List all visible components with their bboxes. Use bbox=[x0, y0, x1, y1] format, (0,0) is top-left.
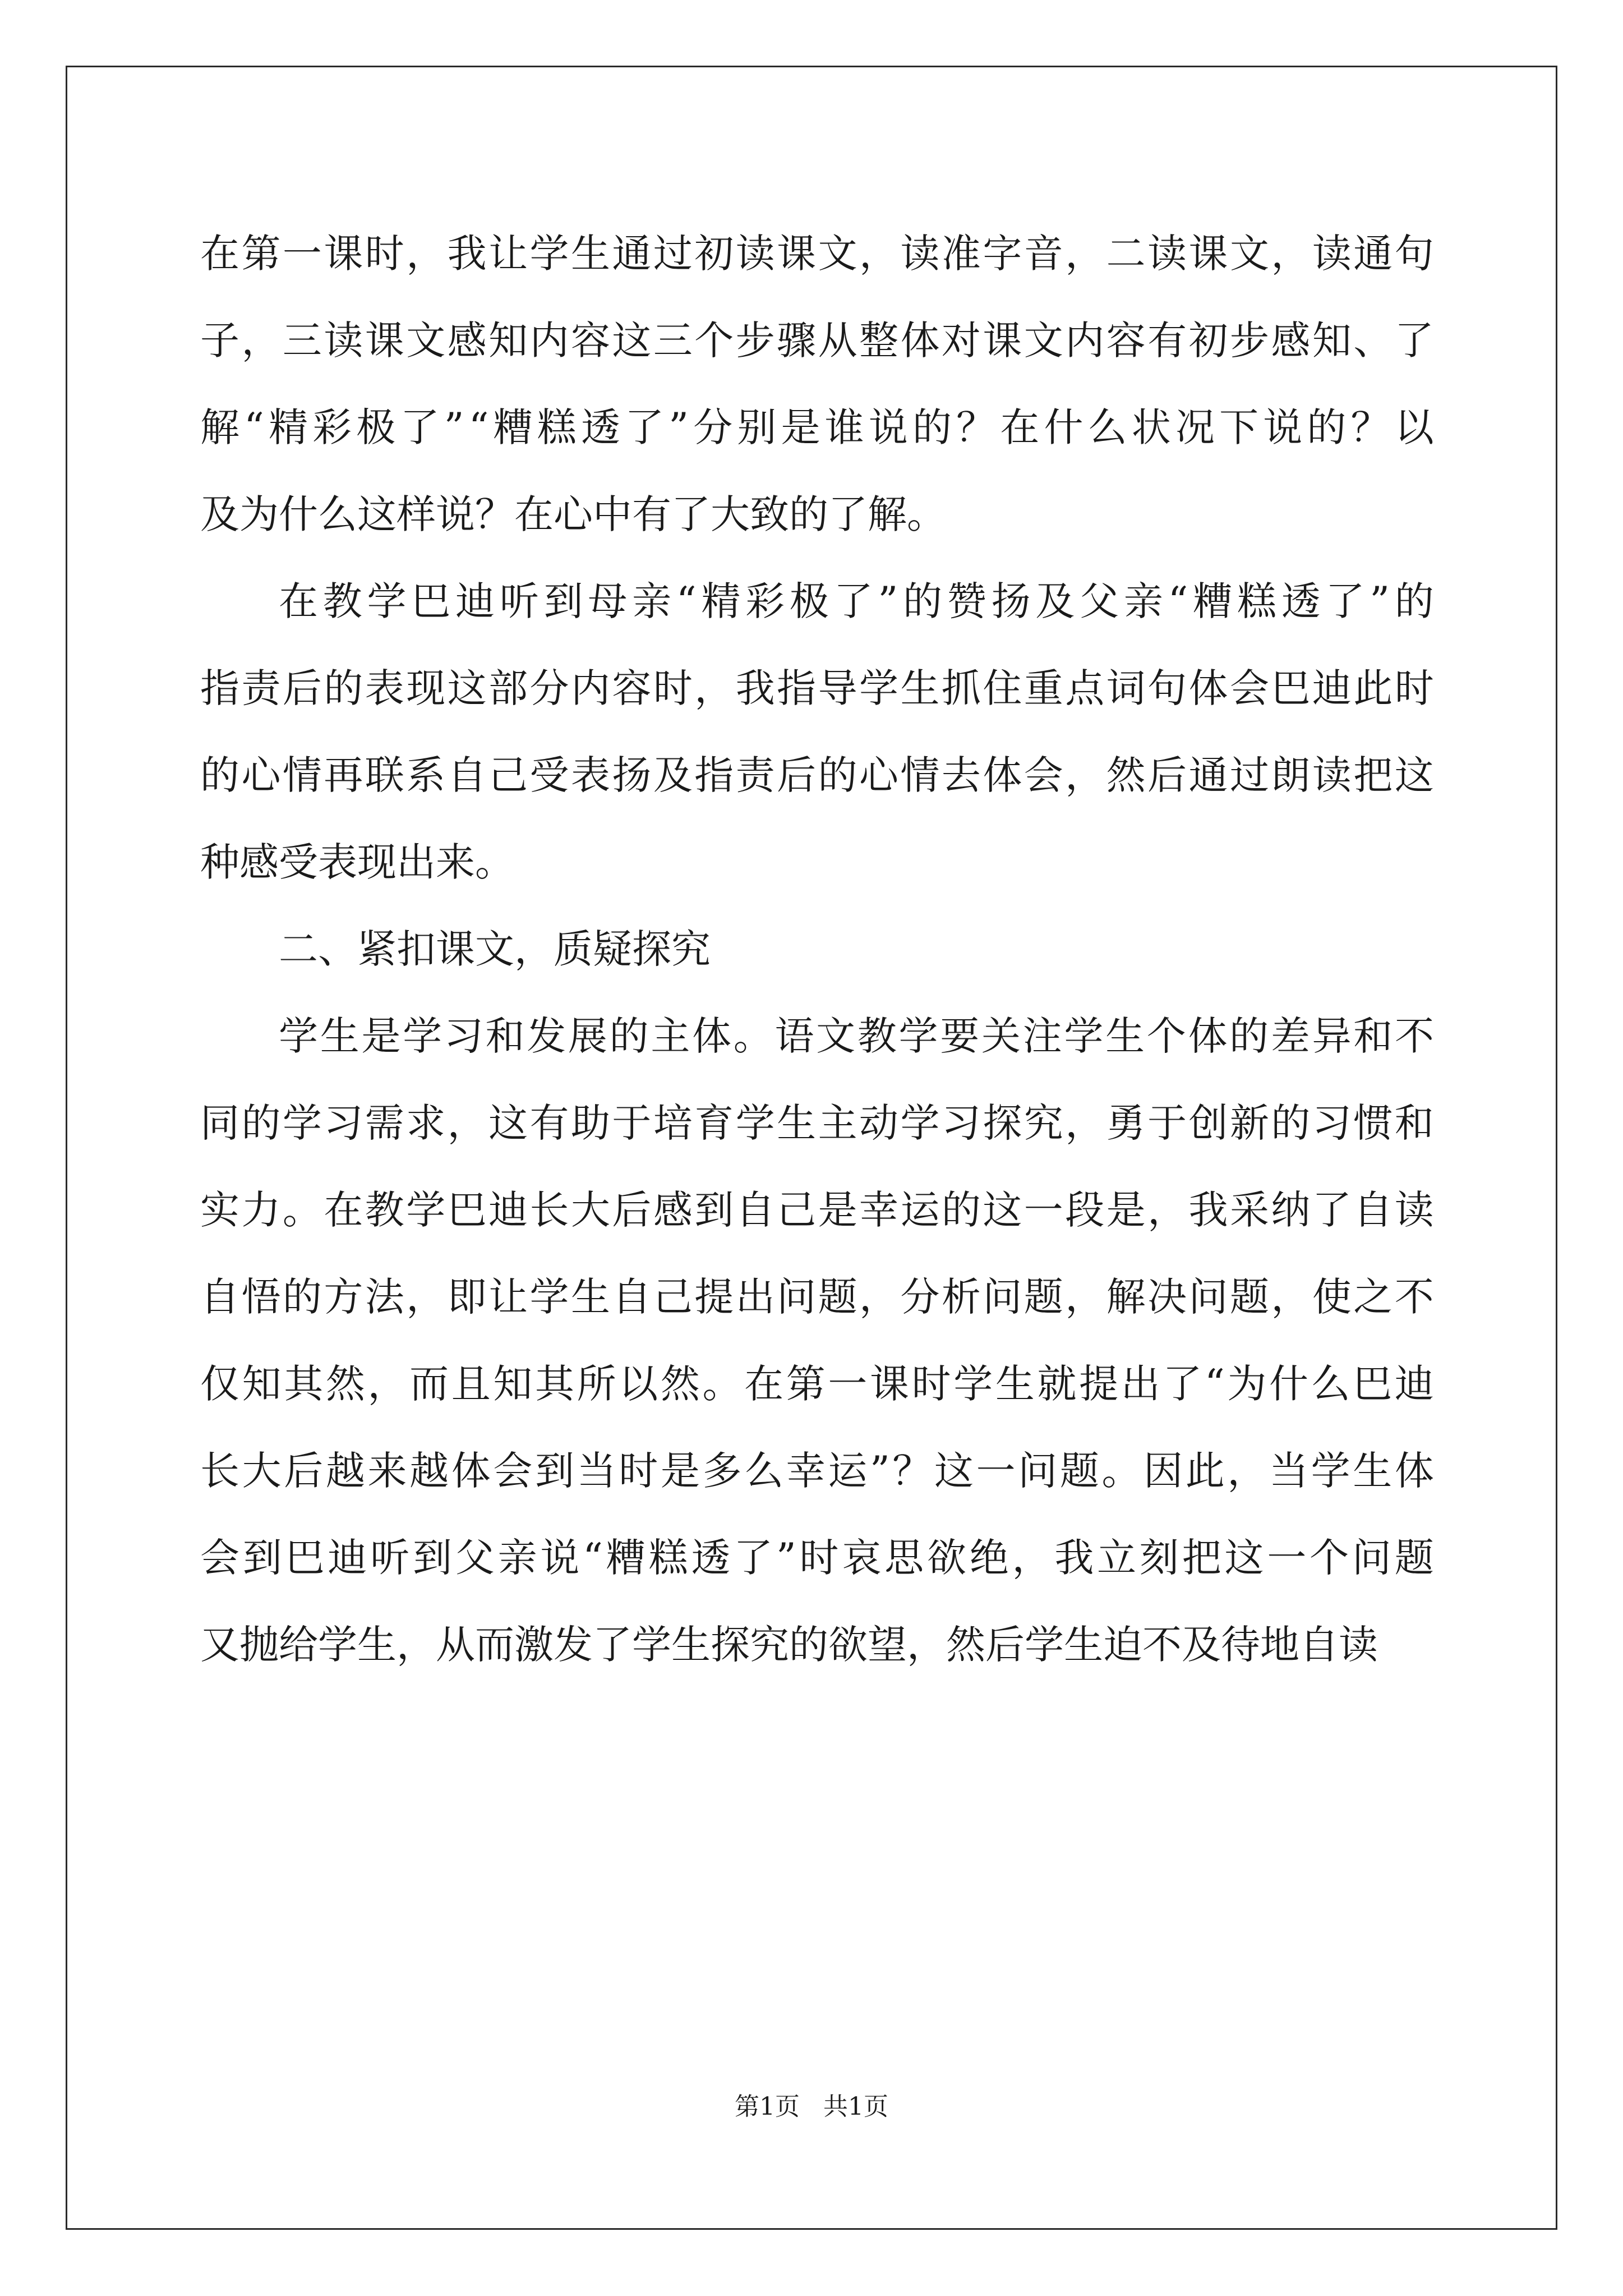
text-line: 种感受表现出来。 bbox=[200, 839, 514, 885]
text-line: 实 力 。 在 教 学 巴 迪 长 大 后 感 到 自 己 是 幸 运 的 这 一 段 是 ， 我 采 纳 了 自 读 bbox=[200, 1187, 1434, 1233]
text-line: 自 悟 的 方 法 ， 即 让 学 生 自 己 提 出 问 题 ， 分 析 问 题 ， 解 决 问 题 ， 使 之 不 bbox=[200, 1274, 1434, 1320]
text-line: 仅 知 其 然 ， 而 且 知 其 所 以 然 。 在 第 一 课 时 学 生 就 提 出 了 “ 为 什 么 巴 迪 bbox=[200, 1361, 1434, 1407]
text-line: 二、紧扣课文，质疑探究 bbox=[279, 926, 711, 972]
document-body bbox=[200, 210, 1434, 1688]
page-footer bbox=[0, 2090, 1623, 2124]
text-line: 的 心 情 再 联 系 自 己 受 表 扬 及 指 责 后 的 心 情 去 体 会 ， 然 后 通 过 朗 读 把 这 bbox=[200, 752, 1434, 798]
paragraph bbox=[200, 558, 1434, 906]
paragraph bbox=[200, 906, 1434, 993]
text-line: 子 ， 三 读 课 文 感 知 内 容 这 三 个 步 骤 从 整 体 对 课 文 内 容 有 初 步 感 知 、 了 bbox=[200, 318, 1434, 364]
page-total: 共1页 bbox=[823, 2092, 888, 2121]
page-number: 第1页 bbox=[735, 2092, 800, 2121]
text-line: 会 到 巴 迪 听 到 父 亲 说 “ 糟 糕 透 了 ” 时 哀 思 欲 绝 ， 我 立 刻 把 这 一 个 问 题 bbox=[200, 1535, 1434, 1581]
text-line: 同 的 学 习 需 求 ， 这 有 助 于 培 育 学 生 主 动 学 习 探 究 ， 勇 于 创 新 的 习 惯 和 bbox=[200, 1100, 1434, 1146]
text-line: 又抛给学生，从而激发了学生探究的欲望，然后学生迫不及待地自读 bbox=[200, 1622, 1378, 1668]
text-line: 长 大 后 越 来 越 体 会 到 当 时 是 多 么 幸 运 ” ？ 这 一 问 题 。 因 此 ， 当 学 生 体 bbox=[200, 1448, 1434, 1494]
text-line: 解 “ 精 彩 极 了 ” “ 糟 糕 透 了 ” 分 别 是 谁 说 的 ？ 在 什 么 状 况 下 说 的 ？ 以 bbox=[200, 404, 1434, 450]
text-line: 及为什么这样说？在心中有了大致的了解。 bbox=[200, 491, 946, 537]
paragraph bbox=[200, 210, 1434, 558]
text-line: 在 教 学 巴 迪 听 到 母 亲 “ 精 彩 极 了 ” 的 赞 扬 及 父 亲 “ 糟 糕 透 了 ” 的 bbox=[279, 578, 1434, 624]
text-line: 指 责 后 的 表 现 这 部 分 内 容 时 ， 我 指 导 学 生 抓 住 重 点 词 句 体 会 巴 迪 此 时 bbox=[200, 665, 1434, 711]
paragraph bbox=[200, 993, 1434, 1688]
text-line: 在 第 一 课 时 ， 我 让 学 生 通 过 初 读 课 文 ， 读 准 字 音 ， 二 读 课 文 ， 读 通 句 bbox=[200, 231, 1434, 277]
text-line: 学 生 是 学 习 和 发 展 的 主 体 。 语 文 教 学 要 关 注 学 生 个 体 的 差 异 和 不 bbox=[279, 1013, 1434, 1059]
